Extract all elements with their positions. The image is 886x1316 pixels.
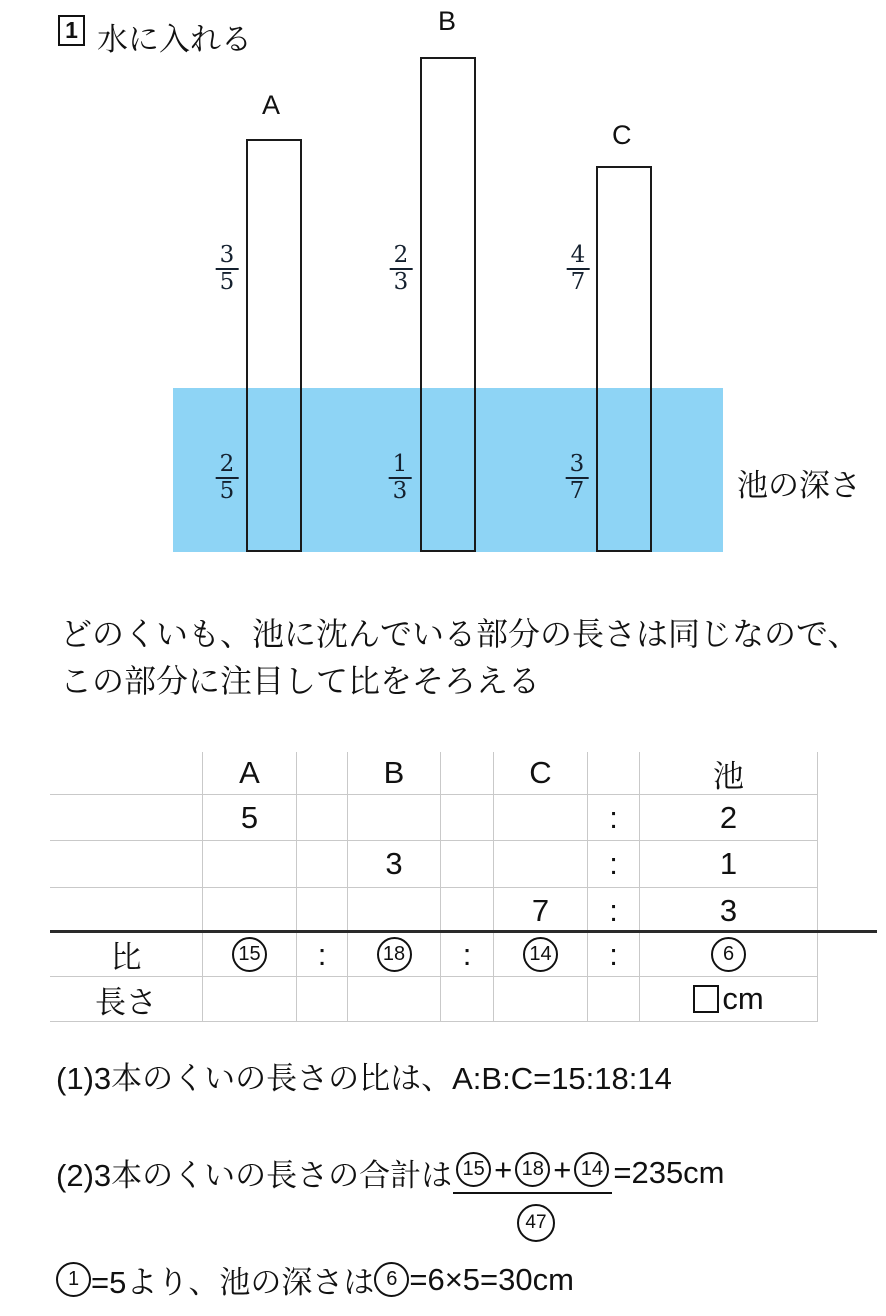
fraction-a-below-water bbox=[216, 452, 239, 504]
answer-line-3 bbox=[56, 1257, 574, 1302]
table-cell-b-value: 3 bbox=[347, 841, 440, 887]
answer-2-result: =235cm bbox=[613, 1154, 725, 1190]
circled-number-6: 6 bbox=[374, 1262, 409, 1297]
explanation-line-2: この部分に注目して比をそろえる bbox=[60, 663, 541, 699]
table-cell-empty bbox=[440, 795, 493, 840]
table-cell-pond-value: 2 bbox=[639, 795, 818, 840]
pond-depth-label: 池の深さ bbox=[737, 468, 861, 503]
circled-number-18: 18 bbox=[515, 1152, 550, 1187]
table-cell-empty bbox=[493, 977, 587, 1021]
table-cell-empty bbox=[296, 977, 347, 1021]
circled-number-6: 6 bbox=[711, 937, 746, 972]
stake-a-label: A bbox=[262, 90, 281, 120]
ratio-b-circled bbox=[347, 933, 440, 976]
blank-box-symbol bbox=[693, 985, 719, 1013]
circled-number-15: 15 bbox=[456, 1152, 491, 1187]
ratio-c-circled bbox=[493, 933, 587, 976]
circled-number-18: 18 bbox=[377, 937, 412, 972]
table-cell-empty bbox=[493, 795, 587, 840]
fraction-c-above-water bbox=[567, 243, 590, 295]
table-cell-empty bbox=[296, 888, 347, 933]
table-cell-c-value: 7 bbox=[493, 888, 587, 933]
answer-2-prefix: (2)3本のくいの長さの合計は bbox=[56, 1158, 453, 1193]
table-length-row bbox=[50, 977, 818, 1022]
table-header-row bbox=[50, 752, 818, 795]
fraction-numerator: 3 bbox=[219, 242, 235, 268]
table-cell-empty bbox=[202, 888, 296, 933]
problem-number-box: 1 bbox=[58, 15, 85, 46]
fraction-b-above-water bbox=[390, 243, 413, 295]
fraction-numerator: 3 bbox=[569, 451, 585, 477]
length-unit: cm bbox=[722, 981, 764, 1016]
length-row-label: 長さ bbox=[95, 984, 157, 1020]
table-cell-empty bbox=[347, 977, 440, 1021]
circled-number-47: 47 bbox=[517, 1204, 555, 1242]
ratio-pond-circled bbox=[639, 933, 818, 976]
fraction-numerator: 2 bbox=[393, 242, 409, 268]
fraction-denominator: 3 bbox=[389, 477, 412, 504]
length-pond-cell bbox=[639, 977, 818, 1021]
table-cell-colon: : bbox=[296, 933, 347, 976]
table-cell-empty bbox=[50, 888, 202, 933]
table-cell-empty bbox=[587, 752, 639, 794]
fraction-c-below-water bbox=[566, 452, 589, 504]
ratio-a-circled bbox=[202, 933, 296, 976]
table-cell-empty bbox=[493, 841, 587, 887]
plus-sign: + bbox=[553, 1151, 572, 1187]
table-cell-empty bbox=[440, 888, 493, 933]
fraction-numerator: 4 bbox=[570, 242, 586, 268]
table-cell-empty bbox=[202, 977, 296, 1021]
table-cell-empty bbox=[50, 841, 202, 887]
circled-number-14: 14 bbox=[523, 937, 558, 972]
stake-c-label: C bbox=[612, 120, 632, 150]
table-row bbox=[50, 841, 818, 888]
table-cell-empty bbox=[440, 752, 493, 794]
fraction-denominator: 5 bbox=[216, 477, 239, 504]
page-title: 水に入れる bbox=[97, 22, 252, 57]
table-header-c: C bbox=[493, 752, 587, 794]
fraction-denominator: 5 bbox=[216, 268, 239, 295]
table-cell-empty bbox=[296, 841, 347, 887]
stake-a-bar bbox=[246, 139, 302, 552]
underlined-sum bbox=[453, 1152, 612, 1194]
table-cell-empty bbox=[50, 795, 202, 840]
answer-line-1: (1)3本のくいの長さの比は、A:B:C=15:18:14 bbox=[56, 1061, 672, 1096]
table-header-b: B bbox=[347, 752, 440, 794]
fraction-denominator: 7 bbox=[567, 268, 590, 295]
fraction-numerator: 2 bbox=[219, 451, 235, 477]
table-cell-colon: : bbox=[440, 933, 493, 976]
plus-sign: + bbox=[494, 1151, 513, 1187]
table-cell-a-value: 5 bbox=[202, 795, 296, 840]
stake-b-bar bbox=[420, 57, 476, 552]
table-cell-empty bbox=[440, 977, 493, 1021]
table-cell-empty bbox=[347, 795, 440, 840]
table-cell-empty bbox=[440, 841, 493, 887]
table-cell-pond-value: 1 bbox=[639, 841, 818, 887]
answer-3-result: =6×5=30cm bbox=[409, 1261, 574, 1297]
table-cell-empty bbox=[50, 752, 202, 794]
fraction-denominator: 3 bbox=[390, 268, 413, 295]
fraction-b-below-water bbox=[389, 452, 412, 504]
table-cell-colon: : bbox=[587, 933, 639, 976]
ratio-row-label: 比 bbox=[110, 940, 142, 975]
table-row bbox=[50, 888, 818, 933]
table-row bbox=[50, 795, 818, 841]
table-cell-empty bbox=[347, 888, 440, 933]
fraction-a-above-water bbox=[216, 243, 239, 295]
table-cell-colon: : bbox=[587, 795, 639, 840]
answer-line-2 bbox=[56, 1150, 725, 1195]
table-header-a: A bbox=[202, 752, 296, 794]
answer-3-middle: =5より、池の深さは bbox=[91, 1265, 375, 1300]
circled-number-1: 1 bbox=[56, 1262, 91, 1297]
ratio-table bbox=[50, 752, 818, 1022]
table-ratio-row bbox=[50, 933, 818, 977]
circled-number-15: 15 bbox=[232, 937, 267, 972]
table-cell-empty bbox=[296, 752, 347, 794]
table-thick-divider bbox=[50, 930, 877, 933]
stake-b-label: B bbox=[438, 6, 457, 36]
table-header-pond: 池 bbox=[639, 752, 818, 794]
fraction-denominator: 7 bbox=[566, 477, 589, 504]
fraction-numerator: 1 bbox=[392, 451, 408, 477]
table-cell-empty bbox=[587, 977, 639, 1021]
stake-c-bar bbox=[596, 166, 652, 552]
explanation-line-1: どのくいも、池に沈んでいる部分の長さは同じなので、 bbox=[60, 616, 860, 652]
table-cell-colon: : bbox=[587, 841, 639, 887]
table-cell-empty bbox=[202, 841, 296, 887]
table-cell-pond-value: 3 bbox=[639, 888, 818, 933]
circled-number-14: 14 bbox=[574, 1152, 609, 1187]
table-cell-empty bbox=[296, 795, 347, 840]
table-cell-colon: : bbox=[587, 888, 639, 933]
